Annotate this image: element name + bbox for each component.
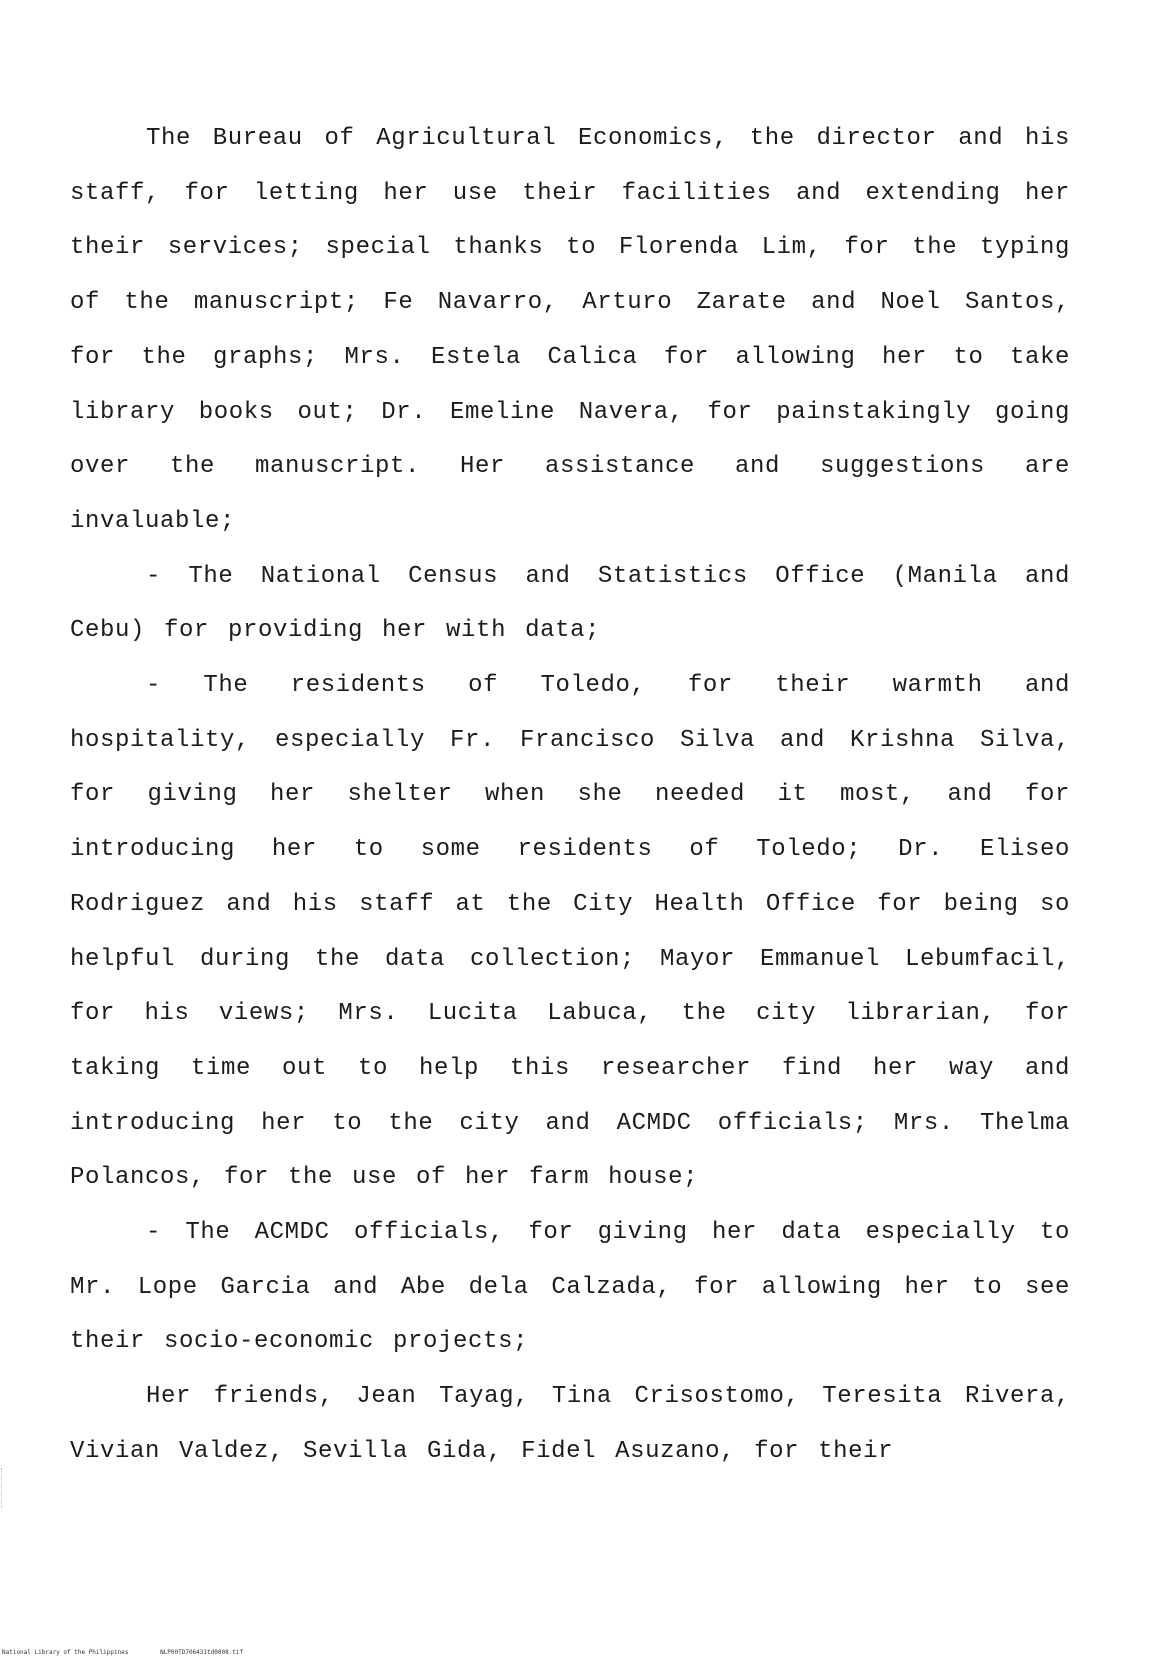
paragraph-acmdc-officials: - The ACMDC officials, for giving her data especially to Mr. Lope Garcia and Abe dela Calzada, for allowing her to see their socio-economic projects; bbox=[70, 1219, 1070, 1356]
acknowledgements-text bbox=[70, 112, 1070, 1480]
scan-footer bbox=[2, 1649, 243, 1656]
scan-edge-mark bbox=[1, 1468, 5, 1508]
paragraph-bureau: The Bureau of Agricultural Economics, the director and his staff, for letting her use their facilities and extending her their services; special thanks to Florenda Lim, for the typing of the manuscript; Fe Navarro, Arturo Zarate and Noel Santos, for the graphs; Mrs. Estela Calica for allowing her to take library books out; Dr. Emeline Navera, for painstakingly going over the manuscript. Her assistance and suggestions are invaluable; bbox=[70, 125, 1070, 535]
paragraph-toledo-residents: - The residents of Toledo, for their warmth and hospitality, especially Fr. Francisco Silva and Krishna Silva, for giving her shelter when she needed it most, and for introducing her to some residents of Toledo; Dr. Eliseo Rodriguez and his staff at the City Health Office for being so helpful during the data collection; Mayor Emmanuel Lebumfacil, for his views; Mrs. Lucita Labuca, the city librarian, for taking time out to help this researcher find her way and introducing her to the city and ACMDC officials; Mrs. Thelma Polancos, for the use of her farm house; bbox=[70, 672, 1070, 1192]
paragraph-friends: Her friends, Jean Tayag, Tina Crisostomo, Teresita Rivera, Vivian Valdez, Sevilla Gida, Fidel Asuzano, for their bbox=[70, 1383, 1070, 1465]
footer-library-name: National Library of the Philippines bbox=[2, 1649, 129, 1656]
footer-file-id: NLP00TD706431td0008.tif bbox=[160, 1649, 244, 1656]
paragraph-census-office: - The National Census and Statistics Office (Manila and Cebu) for providing her with data; bbox=[70, 562, 1070, 645]
